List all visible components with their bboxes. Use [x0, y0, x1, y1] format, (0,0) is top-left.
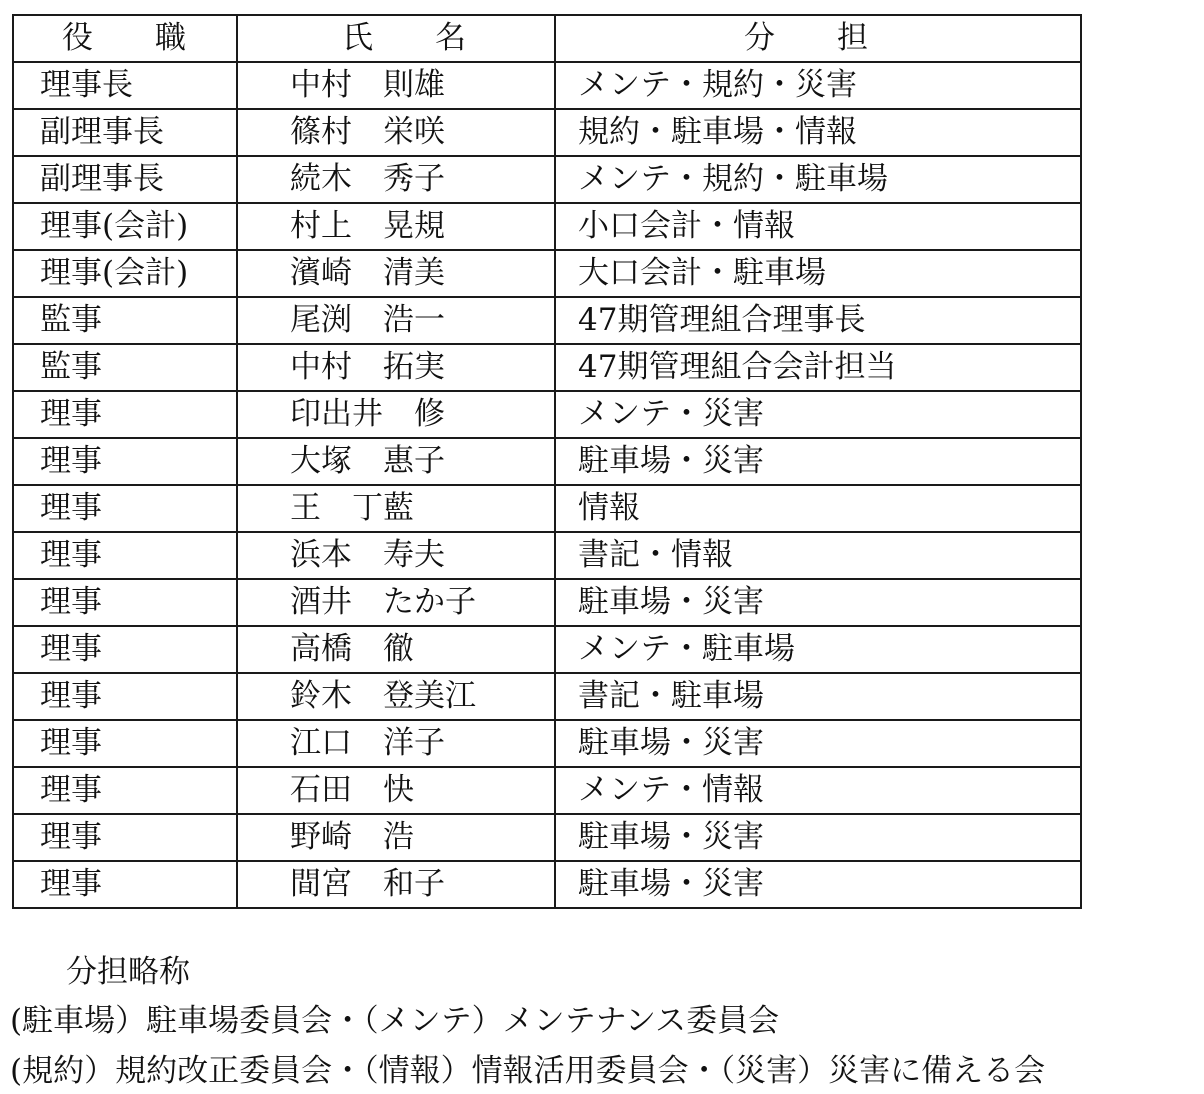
duty-cell: 駐車場・災害 [555, 579, 1081, 626]
name-cell: 野崎 浩 [237, 814, 555, 861]
table-row [13, 391, 1081, 438]
notes-line: (駐車場）駐車場委員会・（メンテ）メンテナンス委員会 [10, 1003, 780, 1039]
role-cell: 理事 [13, 579, 237, 626]
role-cell: 監事 [13, 297, 237, 344]
header-duty: 分 担 [555, 15, 1081, 62]
table-row [13, 626, 1081, 673]
table-row [13, 203, 1081, 250]
table-row [13, 673, 1081, 720]
table-header-row [13, 15, 1081, 62]
table-row [13, 485, 1081, 532]
duty-cell: 情報 [555, 485, 1081, 532]
duty-cell: 駐車場・災害 [555, 814, 1081, 861]
role-cell: 副理事長 [13, 109, 237, 156]
notes-line: (規約）規約改正委員会・（情報）情報活用委員会・（災害）災害に備える会 [10, 1053, 1046, 1089]
duty-cell: 駐車場・災害 [555, 720, 1081, 767]
duty-cell: メンテ・情報 [555, 767, 1081, 814]
duty-cell: 規約・駐車場・情報 [555, 109, 1081, 156]
role-cell: 理事 [13, 391, 237, 438]
name-cell: 間宮 和子 [237, 861, 555, 908]
table-row [13, 532, 1081, 579]
name-cell: 酒井 たか子 [237, 579, 555, 626]
name-cell: 続木 秀子 [237, 156, 555, 203]
table-row [13, 62, 1081, 109]
table-row [13, 579, 1081, 626]
name-cell: 印出井 修 [237, 391, 555, 438]
duty-cell: 書記・情報 [555, 532, 1081, 579]
notes-heading: 分担略称 [66, 954, 190, 990]
table-row [13, 814, 1081, 861]
name-cell: 浜本 寿夫 [237, 532, 555, 579]
duty-cell: メンテ・災害 [555, 391, 1081, 438]
duty-cell: メンテ・規約・駐車場 [555, 156, 1081, 203]
duty-cell: メンテ・駐車場 [555, 626, 1081, 673]
table-row [13, 767, 1081, 814]
role-cell: 理事 [13, 673, 237, 720]
table-row [13, 297, 1081, 344]
duty-cell: 大口会計・駐車場 [555, 250, 1081, 297]
duty-cell: 駐車場・災害 [555, 861, 1081, 908]
duty-cell: 47期管理組合理事長 [555, 297, 1081, 344]
table-row [13, 344, 1081, 391]
role-cell: 理事 [13, 626, 237, 673]
name-cell: 王 丁藍 [237, 485, 555, 532]
role-cell: 理事 [13, 485, 237, 532]
duty-cell: 書記・駐車場 [555, 673, 1081, 720]
name-cell: 鈴木 登美江 [237, 673, 555, 720]
role-cell: 監事 [13, 344, 237, 391]
role-cell: 理事 [13, 814, 237, 861]
role-cell: 理事 [13, 720, 237, 767]
role-cell: 理事 [13, 438, 237, 485]
name-cell: 篠村 栄咲 [237, 109, 555, 156]
duty-cell: 小口会計・情報 [555, 203, 1081, 250]
header-name: 氏 名 [237, 15, 555, 62]
board-member-table [12, 14, 1082, 909]
role-cell: 理事(会計) [13, 250, 237, 297]
duty-cell: 47期管理組合会計担当 [555, 344, 1081, 391]
name-cell: 高橋 徹 [237, 626, 555, 673]
name-cell: 中村 則雄 [237, 62, 555, 109]
header-role: 役 職 [13, 15, 237, 62]
table-row [13, 720, 1081, 767]
role-cell: 理事 [13, 532, 237, 579]
role-cell: 理事 [13, 861, 237, 908]
name-cell: 江口 洋子 [237, 720, 555, 767]
role-cell: 理事長 [13, 62, 237, 109]
duty-cell: 駐車場・災害 [555, 438, 1081, 485]
table-row [13, 250, 1081, 297]
name-cell: 中村 拓実 [237, 344, 555, 391]
table-row [13, 156, 1081, 203]
name-cell: 大塚 惠子 [237, 438, 555, 485]
role-cell: 理事 [13, 767, 237, 814]
role-cell: 理事(会計) [13, 203, 237, 250]
table-row [13, 861, 1081, 908]
name-cell: 石田 快 [237, 767, 555, 814]
table-row [13, 109, 1081, 156]
name-cell: 村上 晃規 [237, 203, 555, 250]
role-cell: 副理事長 [13, 156, 237, 203]
table-row [13, 438, 1081, 485]
name-cell: 濱崎 清美 [237, 250, 555, 297]
name-cell: 尾渕 浩一 [237, 297, 555, 344]
duty-cell: メンテ・規約・災害 [555, 62, 1081, 109]
